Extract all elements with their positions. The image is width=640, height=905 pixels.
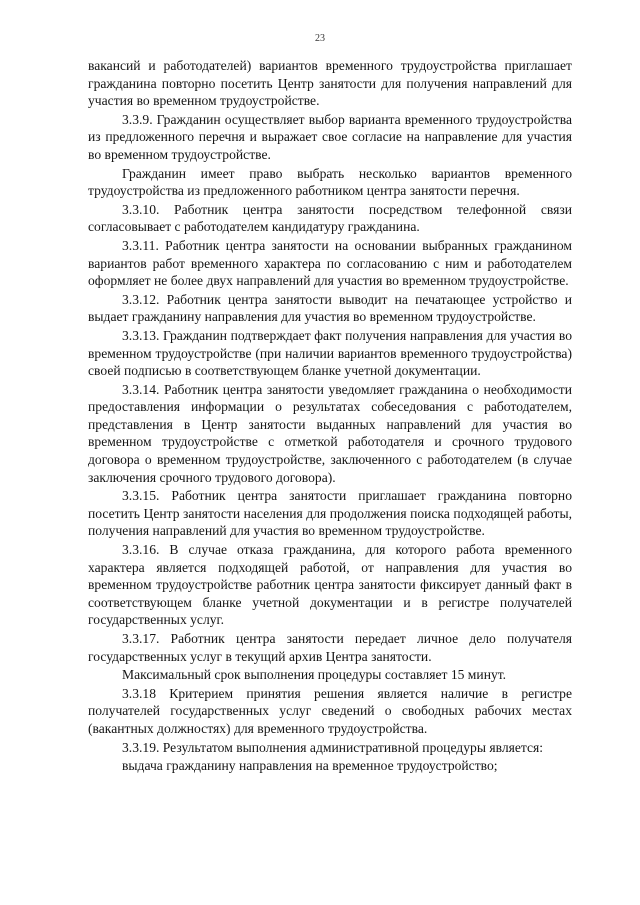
paragraph-3-3-10: 3.3.10. Работник центра занятости посредством телефонной связи согласовывает с работодателем кандидатуру гражданина.	[88, 201, 572, 235]
paragraph-3-3-19: 3.3.19. Результатом выполнения административной процедуры является:	[122, 739, 544, 755]
paragraph-3-3-9: 3.3.9. Гражданин осуществляет выбор варианта временного трудоустройства из предложенного перечня и выражает свое согласие на направление для участия во временном трудоустройстве.	[88, 111, 572, 162]
paragraph-max-duration: Максимальный срок выполнения процедуры составляет 15 минут.	[122, 667, 507, 683]
paragraph-result-item: выдача гражданину направления на временное трудоустройство;	[122, 758, 498, 774]
paragraph-3-3-16: 3.3.16. В случае отказа гражданина, для которого работа временного характера является подходящей работой, от направления для участия во временном трудоустройстве работник центра занятости фиксирует данный факт в соответствующем бланке учетной документации и в регистре получателей государственных услуг.	[88, 542, 572, 628]
paragraph-3-3-11: 3.3.11. Работник центра занятости на основании выбранных гражданином вариантов работ временного характера по согласованию с ним и работодателем оформляет не более двух направлений для участия во временном трудоустройстве.	[88, 237, 572, 289]
paragraph-3-3-18: 3.3.18 Критерием принятия решения является наличие в регистре получателей государственных услуг сведений о свободных рабочих местах (вакантных должностях) для временного трудоустройства.	[88, 685, 572, 736]
paragraph-3-3-15: 3.3.15. Работник центра занятости приглашает гражданина повторно посетить Центр занятости населения для продолжения поиска подходящей работы, получения направлений для участия во временном трудоустройстве.	[88, 488, 572, 539]
paragraph-3-3-13: 3.3.13. Гражданин подтверждает факт получения направления для участия во временном трудоустройстве (при наличии вариантов временного трудоустройства) своей подписью в соответствующем бланке учетной документации.	[88, 327, 572, 379]
paragraph-continuation: вакансий и работодателей) вариантов временного трудоустройства приглашает гражданина повторно посетить Центр занятости для получения направлений для участия во временном трудоустройстве.	[88, 58, 572, 109]
paragraph-3-3-12: 3.3.12. Работник центра занятости выводит на печатающее устройство и выдает гражданину направления для участия во временном трудоустройстве.	[88, 291, 572, 325]
paragraph-3-3-17: 3.3.17. Работник центра занятости передает личное дело получателя государственных услуг в текущий архив Центра занятости.	[88, 631, 572, 664]
paragraph-3-3-14: 3.3.14. Работник центра занятости уведомляет гражданина о необходимости предоставления информации о результатах собеседования с работодателем, представления в Центр занятости выданных направлений для участия во временном трудоустройстве с отметкой работодателя и срочного трудового договора о временном трудоустройстве, заключенного с работодателем (в случае заключения срочного трудового договора).	[88, 381, 572, 485]
document-body	[88, 57, 572, 776]
paragraph-right-to-choose: Гражданин имеет право выбрать несколько вариантов временного трудоустройства из предложенного работником центра занятости перечня.	[88, 165, 572, 199]
page-number: 23	[315, 33, 325, 44]
